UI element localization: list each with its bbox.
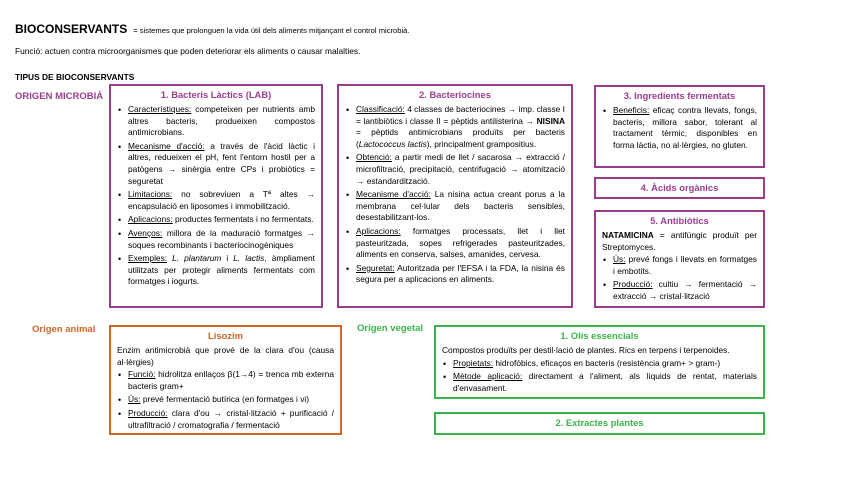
list-item: • Funció: hidrolitza enllaços β(1→4) = trenca mb externa bacteris gram+	[117, 369, 334, 392]
list-item: • Beneficis: eficaç contra llevats, fongs, bacteris, millora sabor, tolerant al tractament tèrmic, disponibles en forma làctia, no al·lèrgies, no gluten.	[602, 105, 757, 151]
list-item: • Propietats: hidrofòbics, eficaços en bacteris (resistència gram+ > gram-)	[442, 358, 757, 370]
origin-animal-label: Origen animal	[32, 324, 96, 335]
olis-box	[434, 325, 765, 399]
list-item: • Mètode aplicació: directament a l'aliment, als líquids de rentat, materials d'envasament.	[442, 371, 757, 394]
list-item: • Avenços: millora de la maduració formatges → soques recombinants i bacteriocinogèniques	[117, 228, 315, 251]
origin-microbial-label: ORIGEN MICROBIÀ	[15, 91, 104, 102]
bacteriocines-heading: 2. Bacteriocines	[419, 89, 491, 100]
title-definition: = sistemes que prolonguen la vida útil dels aliments mitjançant el control microbià.	[133, 26, 410, 35]
list-item: • Limitacions: no sobreviuen a Tª altes → encapsulació en liposomes i immobilització.	[117, 189, 315, 212]
lisozim-box	[109, 325, 342, 435]
antibiotics-list	[602, 254, 757, 302]
list-item: • Classificació: 4 classes de bacteriocines → imp. classe I = lantibiòtics i classe II = pèptids antilisterina → NISINA = pèptids antimicrobians produïts per bacteris (Lactococcus lactis), principalment grampositius.	[345, 104, 565, 150]
lisozim-heading: Lisozim	[208, 330, 243, 341]
list-item: • Aplicacions: formatges processats, llet i llet pasteuritzada, sopes refrigerades pasteuritzades, aliments en conserva, salses, amanides, cervesa.	[345, 226, 565, 261]
lisozim-list	[117, 369, 334, 431]
list-item: • Mecanisme d'acció: a través de l'àcid làctic i altres, redueixen el pH, fent l'entorn hostil per a patògens → sinèrgia entre CPs i probiòtics = seguretat	[117, 141, 315, 187]
acids-heading: 4. Àcids orgànics	[640, 182, 719, 193]
acids-box	[594, 177, 765, 199]
bacteriocines-box	[337, 84, 573, 308]
natamicina-definition: NATAMICINA = antifúngic produït per Streptomyces.	[602, 229, 757, 252]
types-heading: TIPUS DE BIOCONSERVANTS	[15, 72, 135, 82]
function-line: Funció: actuen contra microorganismes que poden deteriorar els aliments o causar malalties.	[15, 46, 361, 56]
bacteriocines-list	[345, 104, 565, 286]
list-item: • Exemples: L. plantarum i L. lactis, àmpliament utilitzats per protegir aliments fermentats com formatges i iogurts.	[117, 253, 315, 288]
list-item: • Producció: clara d'ou → cristal·lització + purificació / ultrafiltració / cromatografia / fermentació	[117, 408, 334, 431]
extractes-heading: 2. Extractes plantes	[555, 417, 644, 428]
olis-heading: 1. Olis essencials	[560, 330, 639, 341]
lab-list	[117, 104, 315, 288]
lab-heading: 1. Bacteris Làctics (LAB)	[160, 89, 272, 100]
ferment-list	[602, 105, 757, 151]
title-main: BIOCONSERVANTS	[15, 22, 128, 36]
list-item: • Producció: cultiu → fermentació → extracció → cristal·lització	[602, 279, 757, 302]
list-item: • Ús: prevé fongs i llevats en formatges i embotits.	[602, 254, 757, 277]
ferment-box	[594, 85, 765, 168]
olis-list	[442, 358, 757, 395]
antibiotics-box	[594, 210, 765, 308]
list-item: • Ús: prevé fermentació butírica (en formatges i vi)	[117, 394, 334, 406]
list-item: • Aplicacions: productes fermentats i no fermentats.	[117, 214, 315, 226]
lab-box	[109, 84, 323, 308]
page-title	[15, 22, 410, 36]
ferment-heading: 3. Ingredients fermentats	[623, 90, 736, 101]
antibiotics-heading: 5. Antibiòtics	[650, 215, 709, 226]
olis-intro: Compostos produïts per destil·lació de plantes. Rics en terpens i terpenoides.	[442, 344, 730, 355]
origin-vegetal-label: Origen vegetal	[357, 323, 423, 334]
lisozim-intro: Enzim antimicrobià que prové de la clara d'ou (causa al·lèrgies)	[117, 344, 334, 367]
list-item: • Característiques: competeixen per nutrients amb altres bacteris, produeixen compostos antimicrobians.	[117, 104, 315, 139]
list-item: • Mecanisme d'acció: La nisina actua creant porus a la membrana cel·lular dels bacteris sensibles, desestabilitzant-los.	[345, 189, 565, 224]
extractes-box	[434, 412, 765, 435]
list-item: • Obtenció: a partir medi de llet / sacarosa → extracció / microfiltració, precipitació, centrifugació → atomització → estandardització.	[345, 152, 565, 187]
list-item: • Seguretat: Autoritzada per l'EFSA i la FDA, la nisina és segura per a aplicacions en aliments.	[345, 263, 565, 286]
